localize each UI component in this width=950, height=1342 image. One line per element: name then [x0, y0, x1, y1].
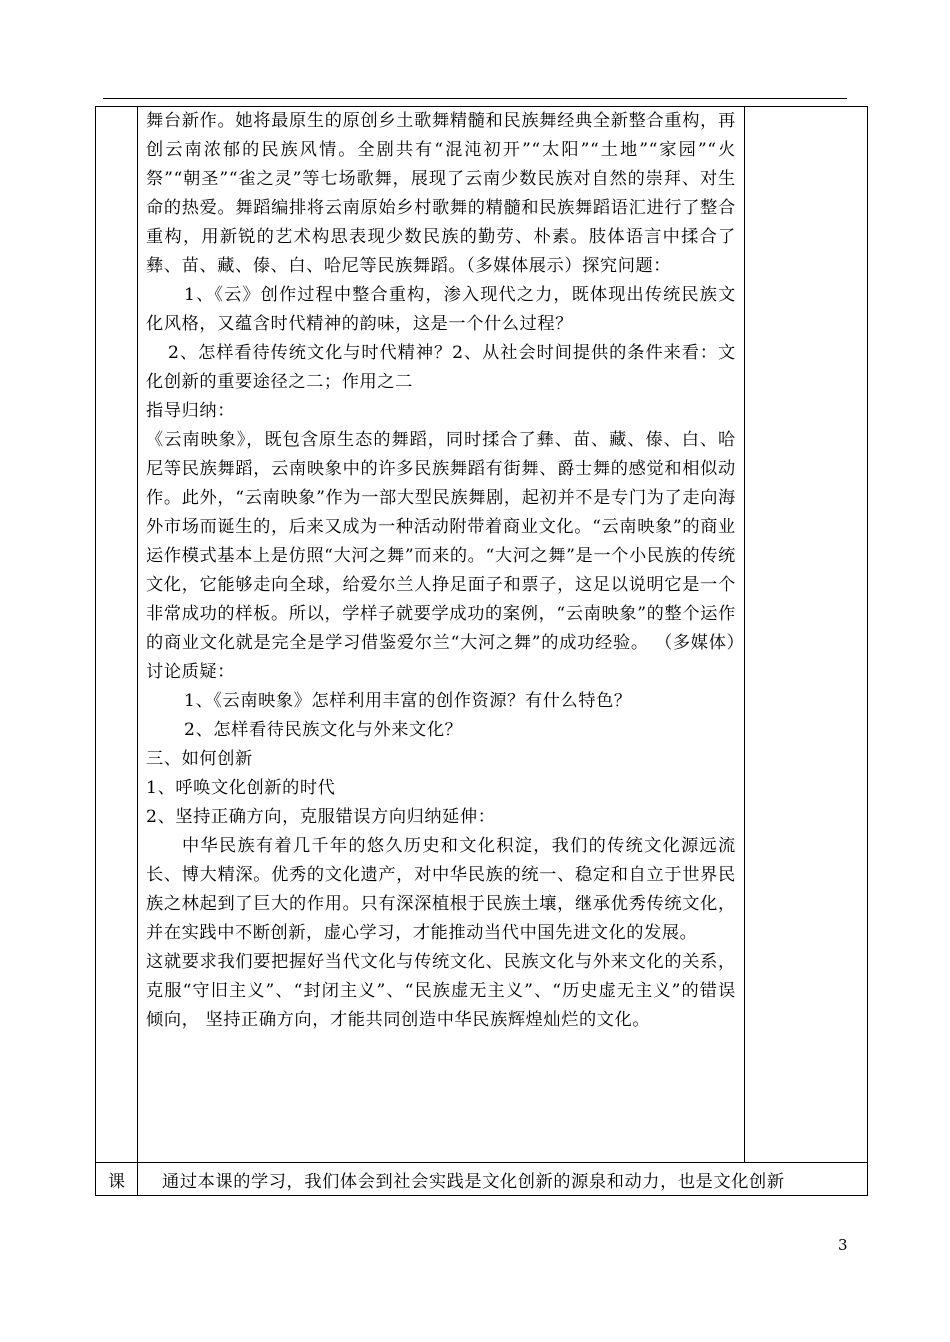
discussion-question-1: 1、《云南映象》怎样利用丰富的创作资源？有什么特色？	[184, 691, 632, 711]
summary-row-text: 通过本课的学习，我们体会到社会实践是文化创新的源泉和动力，也是文化创新	[138, 1163, 868, 1196]
paragraph-yunnan-yingxiang: 《云南映象》，既包含原生态的舞蹈，同时揉合了彝、苗、藏、傣、白、哈尼等民族舞蹈，云南映象中的许多民族舞蹈有街舞、爵士舞的感觉和相似动作。此外，“云南映象”作为一部大型民族舞剧，起初并不是专门为了走向海外市场而诞生的，后来又成为一种活动附带着商业文化。“云南映象”的商业运作模式基本上是仿照“大河之舞”而来的。“大河之舞”是一个小民族的传统文化，它能够走向全球，给爱尔兰人挣足面子和票子，这足以说明它是一个非常成功的样板。所以，学样子就要学成功的案例，“云南映象”的整个运作的商业文化就是完全是学习借鉴爱尔兰“大河之舞”的成功经验。 （多媒体）讨论质疑：	[146, 430, 736, 682]
lesson-table	[95, 106, 868, 1196]
summary-row-label: 课	[96, 1163, 138, 1196]
main-content-cell	[138, 107, 745, 1163]
left-blank-cell	[96, 107, 138, 1163]
question-1: 1、《云》创作过程中整合重构，渗入现代之力，既体现出传统民族文化风格，又蕴含时代精神的韵味，这是一个什么过程？	[146, 285, 736, 334]
summary-row	[96, 1163, 868, 1196]
content-row	[96, 107, 868, 1163]
point-2: 2、坚持正确方向，克服错误方向归纳延伸：	[146, 807, 496, 827]
paragraph-requirements: 这就要求我们要把握好当代文化与传统文化、民族文化与外来文化的关系，克服“守旧主义”、“封闭主义”、“民族虚无主义”、“历史虚无主义”的错误倾向， 坚持正确方向，才能共同创造中华民族辉煌灿烂的文化。	[146, 952, 736, 1030]
discussion-question-2: 2、怎样看待民族文化与外来文化？	[184, 720, 463, 740]
header-rule	[103, 98, 847, 99]
point-1: 1、呼唤文化创新的时代	[146, 778, 336, 798]
paragraph-chinese-culture: 中华民族有着几千年的悠久历史和文化积淀，我们的传统文化源远流长、博大精深。优秀的文化遗产，对中华民族的统一、稳定和自立于世界民族之林起到了巨大的作用。只有深深植根于民族土壤，继承优秀传统文化，并在实践中不断创新，虚心学习，才能推动当代中国先进文化的发展。	[146, 836, 736, 943]
question-2: 2、怎样看待传统文化与时代精神？2、从社会时间提供的条件来看：文化创新的重要途径之二；作用之二	[146, 343, 736, 392]
page-number: 3	[838, 1236, 848, 1254]
section-heading-how-to-innovate: 三、如何创新	[146, 749, 253, 769]
paragraph-intro: 舞台新作。她将最原生的原创乡土歌舞精髓和民族舞经典全新整合重构，再创云南浓郁的民族风情。全剧共有“混沌初开”“太阳”“土地”“家园”“火祭”“朝圣”“雀之灵”等七场歌舞，展现了云南少数民族对自然的崇拜、对生命的热爱。舞蹈编排将云南原始乡村歌舞的精髓和民族舞蹈语汇进行了整合重构，用新锐的艺术构思表现少数民族的勤劳、朴素。肢体语言中揉合了彝、苗、藏、傣、白、哈尼等民族舞蹈。（多媒体展示）探究问题：	[146, 111, 736, 276]
right-blank-cell	[744, 107, 867, 1163]
guidance-heading: 指导归纳：	[146, 401, 235, 421]
